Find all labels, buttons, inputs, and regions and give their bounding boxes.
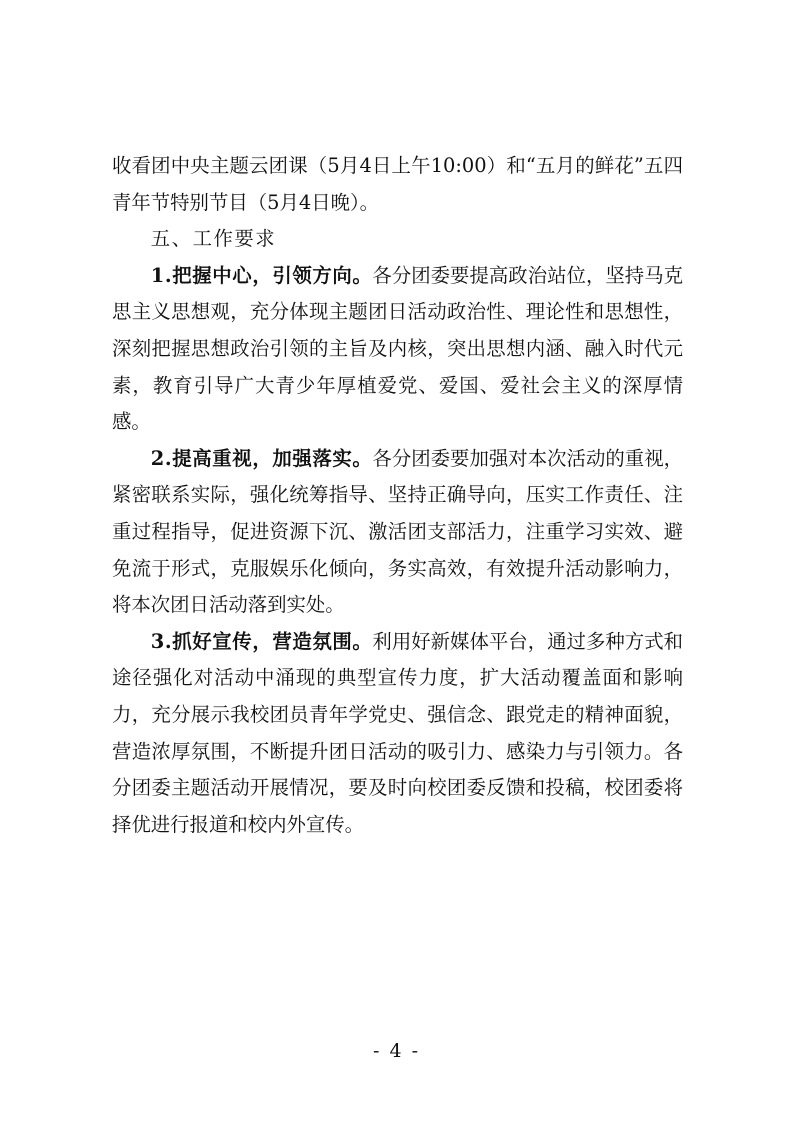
- requirement-item-3-text: 利用好新媒体平台，通过多种方式和途径强化对活动中涌现的典型宣传力度，扩大活动覆盖面和影响力，充分展示我校团员青年学党史、强信念、跟党走的精神面貌，营造浓厚氛围，不断提升团日活动的吸引力、感染力与引领力。各分团委主题活动开展情况，要及时向校团委反馈和投稿，校团委将择优进行报道和校内外宣传。: [112, 629, 683, 836]
- requirement-item-1: [112, 258, 683, 441]
- requirement-item-1-title: 1.把握中心，引领方向。: [150, 263, 373, 287]
- requirement-item-2-title: 2.提高重视，加强落实。: [150, 446, 373, 470]
- page-number: - 4 -: [372, 1040, 420, 1062]
- requirement-item-3-title: 3.抓好宣传，营造氛围。: [150, 629, 373, 653]
- requirement-item-2: [112, 441, 683, 624]
- requirement-item-2-text: 各分团委要加强对本次活动的重视，紧密联系实际，强化统筹指导、坚持正确导向，压实工作责任、注重过程指导，促进资源下沉、激活团支部活力，注重学习实效、避免流于形式，克服娱乐化倾向，务实高效，有效提升活动影响力，将本次团日活动落到实处。: [112, 446, 683, 617]
- section-heading: 五、工作要求: [150, 227, 277, 251]
- continuation-paragraph: 收看团中央主题云团课（5月4日上午10:00）和“五月的鲜花”五四青年节特别节目（5月4日晚）。: [112, 154, 683, 214]
- requirement-item-1-text: 各分团委要提高政治站位，坚持马克思主义思想观，充分体现主题团日活动政治性、理论性和思想性，深刻把握思想政治引领的主旨及内核，突出思想内涵、融入时代元素，教育引导广大青少年厚植爱党、爱国、爱社会主义的深厚情感。: [112, 263, 683, 434]
- requirement-item-3: [112, 624, 683, 844]
- document-body: [112, 148, 683, 843]
